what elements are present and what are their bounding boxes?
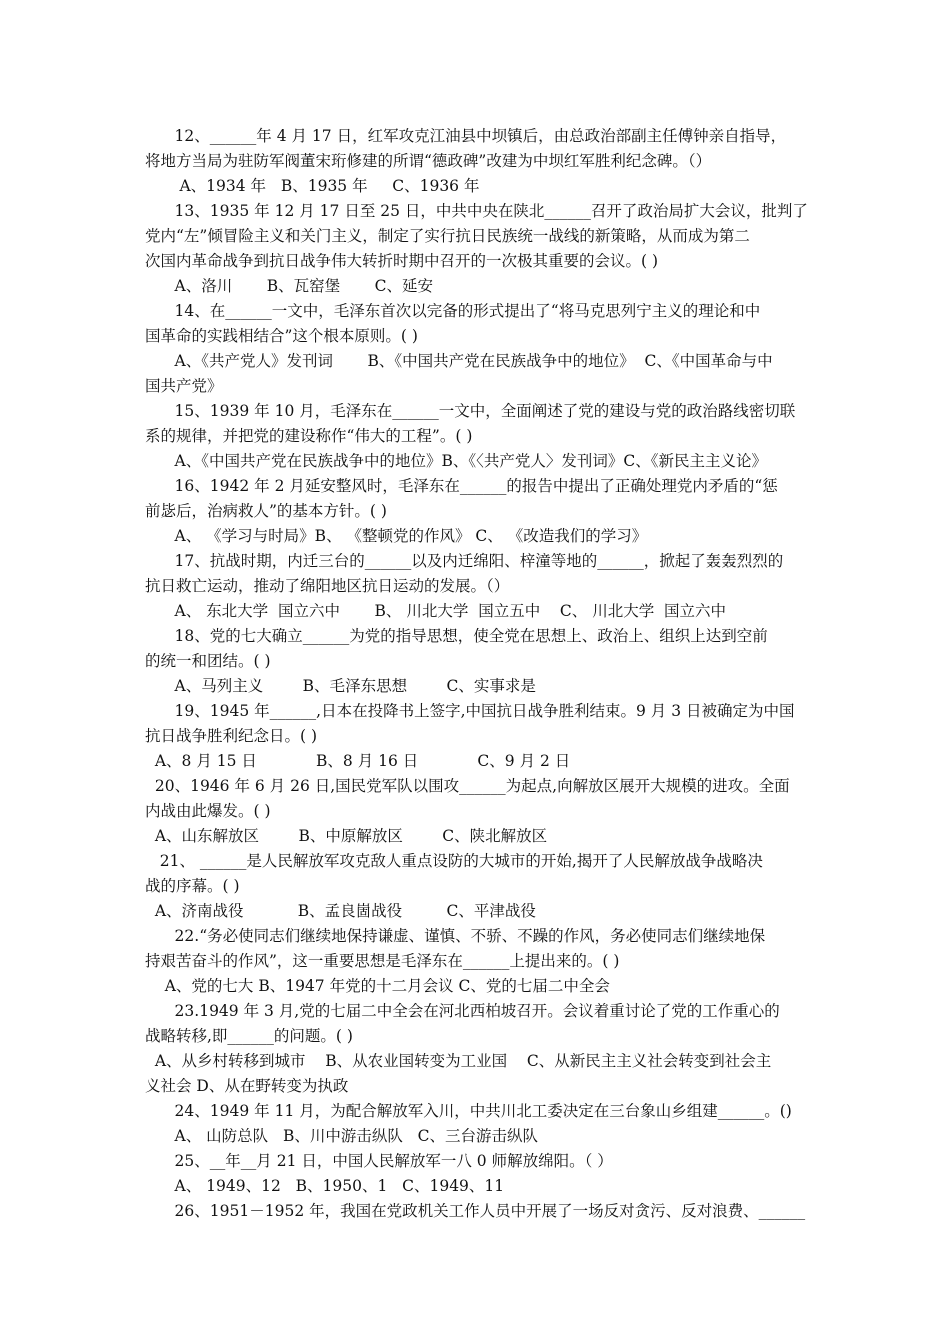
text-line: 义社会 D、从在野转变为执政: [145, 1077, 349, 1095]
text-line: 战的序幕。( ): [145, 877, 240, 895]
text-line: 17、抗战时期，内迁三台的______以及内迁绵阳、梓潼等地的______，掀起了轰轰烈烈的: [145, 552, 784, 570]
text-line: 22.“务必使同志们继续地保持谦虚、谨慎、不骄、不躁的作风，务必使同志们继续地保: [145, 927, 766, 945]
text-line: 抗日战争胜利纪念日。( ): [145, 727, 318, 745]
text-line: 的统一和团结。( ): [145, 652, 271, 670]
text-line: 16、1942 年 2 月延安整风时，毛泽东在______的报告中提出了正确处理党内矛盾的“惩: [145, 477, 778, 495]
text-line: 国共产党》: [145, 377, 223, 395]
text-line: 14、在______一文中，毛泽东首次以完备的形式提出了“将马克思列宁主义的理论和中: [145, 302, 761, 320]
text-line: 13、1935 年 12 月 17 日至 25 日，中共中央在陕北______召开了政治局扩大会议，批判了: [145, 202, 808, 220]
text-line: 20、1946 年 6 月 26 日,国民党军队以围攻______为起点,向解放区展开大规模的进攻。全面: [145, 777, 790, 795]
text-line: 19、1945 年______,日本在投降书上签字,中国抗日战争胜利结束。9 月 3 日被确定为中国: [145, 702, 795, 720]
document-body: [145, 124, 809, 1224]
text-line: A、 山防总队 B、川中游击纵队 C、三台游击纵队: [145, 1127, 538, 1145]
text-line: 将地方当局为驻防军阀董宋珩修建的所谓“德政碑”改建为中坝红军胜利纪念碑。（）: [145, 152, 712, 170]
text-line: A、 1949、12 B、1950、1 C、1949、11: [145, 1177, 505, 1195]
text-line: 国革命的实践相结合”这个根本原则。( ): [145, 327, 418, 345]
text-line: 系的规律，并把党的建设称作“伟大的工程”。( ): [145, 427, 473, 445]
text-line: 抗日救亡运动，推动了绵阳地区抗日运动的发展。（）: [145, 577, 510, 595]
text-line: 24、1949 年 11 月，为配合解放军入川，中共川北工委决定在三台象山乡组建______。(): [145, 1102, 792, 1120]
text-line: A、1934 年 B、1935 年 C、1936 年: [145, 177, 480, 195]
text-line: 党内“左”倾冒险主义和关门主义，制定了实行抗日民族统一战线的新策略，从而成为第二: [145, 227, 750, 245]
text-line: 23.1949 年 3 月,党的七届二中全会在河北西柏坡召开。会议着重讨论了党的工作重心的: [145, 1002, 780, 1020]
text-line: A、山东解放区 B、中原解放区 C、陕北解放区: [145, 827, 548, 845]
text-line: A、 东北大学 国立六中 B、 川北大学 国立五中 C、 川北大学 国立六中: [145, 602, 727, 620]
text-line: 持艰苦奋斗的作风”，这一重要思想是毛泽东在______上提出来的。( ): [145, 952, 620, 970]
text-line: 内战由此爆发。( ): [145, 802, 271, 820]
text-line: A、党的七大 B、1947 年党的十二月会议 C、党的七届二中全会: [145, 977, 610, 995]
text-line: 战略转移,即______的问题。( ): [145, 1027, 353, 1045]
text-line: 18、党的七大确立______为党的指导思想，使全党在思想上、政治上、组织上达到空前: [145, 627, 768, 645]
text-line: A、马列主义 B、毛泽东思想 C、实事求是: [145, 677, 536, 695]
text-line: A、《共产党人》发刊词 B、《中国共产党在民族战争中的地位》 C、《中国革命与中: [145, 352, 773, 370]
text-line: A、济南战役 B、孟良崮战役 C、平津战役: [145, 902, 536, 920]
text-line: A、从乡村转移到城市 B、从农业国转变为工业国 C、从新民主主义社会转变到社会主: [145, 1052, 772, 1070]
text-line: A、洛川 B、瓦窑堡 C、延安: [145, 277, 433, 295]
text-line: 12、______年 4 月 17 日，红军攻克江油县中坝镇后，由总政治部副主任傅钟亲自指导，: [145, 127, 787, 145]
text-line: A、《中国共产党在民族战争中的地位》B、《〈共产党人〉发刊词》C、《新民主主义论》: [145, 452, 768, 470]
text-line: 15、1939 年 10 月，毛泽东在______一文中，全面阐述了党的建设与党的政治路线密切联: [145, 402, 796, 420]
text-line: 26、1951－1952 年，我国在党政机关工作人员中开展了一场反对贪污、反对浪费、______: [145, 1202, 806, 1220]
text-line: A、 《学习与时局》B、 《整顿党的作风》 C、 《改造我们的学习》: [145, 527, 648, 545]
text-line: 21、 ______是人民解放军攻克敌人重点设防的大城市的开始,揭开了人民解放战争战略决: [145, 852, 763, 870]
text-line: 前毖后，治病救人”的基本方针。( ): [145, 502, 387, 520]
text-line: 25、__年__月 21 日，中国人民解放军一八 0 师解放绵阳。（ ）: [145, 1152, 613, 1170]
text-line: 次国内革命战争到抗日战争伟大转折时期中召开的一次极其重要的会议。( ): [145, 252, 659, 270]
text-line: A、8 月 15 日 B、8 月 16 日 C、9 月 2 日: [145, 752, 571, 770]
